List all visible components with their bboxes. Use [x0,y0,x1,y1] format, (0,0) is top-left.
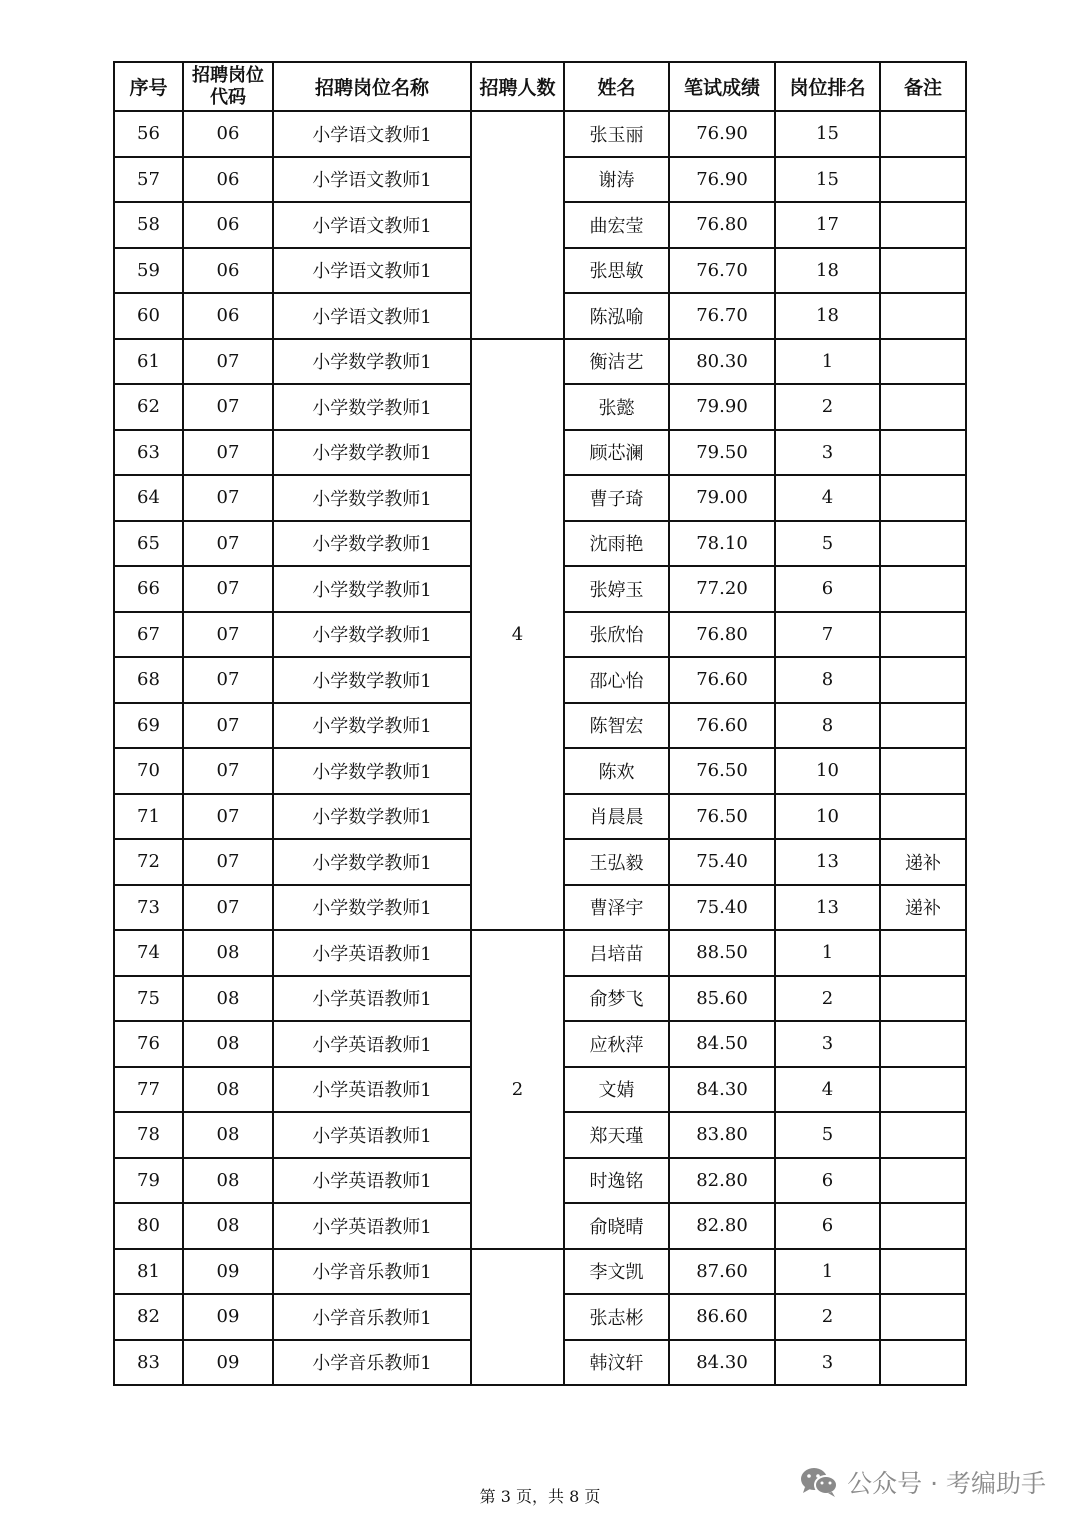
cell-name: 吕培苗 [564,930,669,976]
cell-post-code: 07 [183,566,273,612]
cell-score: 79.50 [669,430,775,476]
cell-rank: 5 [775,521,880,567]
cell-name: 曹泽宇 [564,885,669,931]
cell-name: 沈雨艳 [564,521,669,567]
cell-rank: 4 [775,1067,880,1113]
table-row [114,111,966,157]
cell-seq: 69 [114,703,183,749]
cell-post-name: 小学数学教师1 [273,657,471,703]
cell-seq: 72 [114,839,183,885]
cell-name: 陈泓喻 [564,293,669,339]
cell-seq: 73 [114,885,183,931]
cell-remark [880,930,966,976]
cell-post-name: 小学英语教师1 [273,930,471,976]
cell-seq: 77 [114,1067,183,1113]
cell-seq: 82 [114,1294,183,1340]
cell-remark [880,202,966,248]
cell-remark [880,475,966,521]
cell-post-code: 07 [183,794,273,840]
cell-score: 87.60 [669,1249,775,1295]
cell-post-name: 小学数学教师1 [273,430,471,476]
cell-seq: 61 [114,339,183,385]
cell-seq: 79 [114,1158,183,1204]
cell-rank: 6 [775,566,880,612]
cell-post-code: 08 [183,1112,273,1158]
cell-post-name: 小学数学教师1 [273,703,471,749]
cell-recruit-count: 4 [471,339,564,931]
cell-seq: 78 [114,1112,183,1158]
header-seq: 序号 [114,62,183,111]
cell-rank: 15 [775,157,880,203]
cell-post-code: 08 [183,1021,273,1067]
cell-score: 76.50 [669,748,775,794]
table-row [114,930,966,976]
cell-post-name: 小学数学教师1 [273,339,471,385]
cell-score: 76.70 [669,293,775,339]
cell-score: 84.30 [669,1067,775,1113]
cell-seq: 59 [114,248,183,294]
header-name: 姓名 [564,62,669,111]
cell-name: 陈智宏 [564,703,669,749]
cell-post-code: 09 [183,1340,273,1386]
cell-post-code: 07 [183,612,273,658]
cell-post-name: 小学数学教师1 [273,794,471,840]
cell-seq: 68 [114,657,183,703]
cell-post-code: 07 [183,475,273,521]
cell-remark [880,339,966,385]
cell-rank: 2 [775,1294,880,1340]
cell-remark [880,384,966,430]
cell-post-name: 小学英语教师1 [273,1021,471,1067]
cell-post-name: 小学语文教师1 [273,202,471,248]
cell-name: 谢涛 [564,157,669,203]
cell-recruit-count: 2 [471,930,564,1249]
cell-seq: 60 [114,293,183,339]
cell-name: 俞晓晴 [564,1203,669,1249]
cell-name: 曲宏莹 [564,202,669,248]
cell-post-code: 08 [183,1203,273,1249]
header-recruit-count: 招聘人数 [471,62,564,111]
cell-score: 82.80 [669,1158,775,1204]
cell-remark [880,657,966,703]
cell-score: 83.80 [669,1112,775,1158]
cell-score: 76.90 [669,111,775,157]
cell-name: 张懿 [564,384,669,430]
cell-name: 邵心怡 [564,657,669,703]
cell-post-name: 小学数学教师1 [273,612,471,658]
cell-post-name: 小学英语教师1 [273,1203,471,1249]
cell-post-code: 07 [183,657,273,703]
cell-rank: 10 [775,794,880,840]
cell-rank: 8 [775,657,880,703]
cell-seq: 74 [114,930,183,976]
cell-post-name: 小学音乐教师1 [273,1294,471,1340]
cell-post-code: 07 [183,748,273,794]
cell-remark [880,1249,966,1295]
cell-score: 86.60 [669,1294,775,1340]
header-score: 笔试成绩 [669,62,775,111]
cell-post-name: 小学语文教师1 [273,111,471,157]
cell-score: 84.50 [669,1021,775,1067]
cell-rank: 2 [775,384,880,430]
cell-seq: 63 [114,430,183,476]
header-post-name: 招聘岗位名称 [273,62,471,111]
cell-score: 76.80 [669,202,775,248]
cell-post-name: 小学音乐教师1 [273,1340,471,1386]
cell-remark [880,566,966,612]
cell-post-code: 07 [183,339,273,385]
cell-post-code: 08 [183,976,273,1022]
cell-remark [880,293,966,339]
cell-seq: 75 [114,976,183,1022]
page-footer: 第 3 页，共 8 页 [479,1487,601,1506]
cell-score: 76.60 [669,703,775,749]
cell-post-code: 07 [183,839,273,885]
cell-post-code: 06 [183,293,273,339]
cell-rank: 1 [775,930,880,976]
table-body [114,111,966,1385]
cell-name: 张婷玉 [564,566,669,612]
cell-rank: 13 [775,839,880,885]
watermark-text: 公众号 · 考编助手 [847,1469,1046,1498]
wechat-icon [799,1465,839,1499]
cell-post-code: 07 [183,384,273,430]
cell-seq: 57 [114,157,183,203]
cell-remark [880,1021,966,1067]
cell-remark [880,521,966,567]
cell-name: 时逸铭 [564,1158,669,1204]
cell-rank: 18 [775,248,880,294]
cell-post-name: 小学音乐教师1 [273,1249,471,1295]
table-header-row [114,62,966,111]
cell-post-name: 小学英语教师1 [273,1158,471,1204]
cell-rank: 8 [775,703,880,749]
cell-remark [880,1203,966,1249]
cell-seq: 83 [114,1340,183,1386]
cell-remark [880,430,966,476]
cell-remark: 递补 [880,885,966,931]
cell-post-name: 小学数学教师1 [273,748,471,794]
cell-post-code: 08 [183,1067,273,1113]
cell-post-code: 08 [183,1158,273,1204]
cell-rank: 13 [775,885,880,931]
cell-rank: 18 [775,293,880,339]
cell-score: 76.50 [669,794,775,840]
cell-name: 张玉丽 [564,111,669,157]
header-rank: 岗位排名 [775,62,880,111]
cell-post-code: 07 [183,430,273,476]
cell-post-name: 小学语文教师1 [273,293,471,339]
cell-rank: 3 [775,1021,880,1067]
cell-seq: 81 [114,1249,183,1295]
cell-score: 75.40 [669,839,775,885]
cell-post-name: 小学语文教师1 [273,157,471,203]
cell-rank: 3 [775,1340,880,1386]
cell-score: 75.40 [669,885,775,931]
cell-post-name: 小学数学教师1 [273,384,471,430]
cell-seq: 70 [114,748,183,794]
cell-name: 张欣怡 [564,612,669,658]
cell-score: 79.00 [669,475,775,521]
cell-seq: 67 [114,612,183,658]
cell-score: 80.30 [669,339,775,385]
cell-score: 76.70 [669,248,775,294]
cell-name: 张志彬 [564,1294,669,1340]
cell-score: 78.10 [669,521,775,567]
cell-rank: 1 [775,1249,880,1295]
cell-remark [880,1067,966,1113]
cell-post-name: 小学数学教师1 [273,839,471,885]
cell-name: 韩汶轩 [564,1340,669,1386]
watermark [799,1462,1046,1502]
cell-score: 76.90 [669,157,775,203]
cell-remark [880,612,966,658]
table-row [114,1249,966,1295]
cell-post-code: 09 [183,1294,273,1340]
results-table [113,61,967,1386]
cell-rank: 2 [775,976,880,1022]
cell-name: 曹子琦 [564,475,669,521]
cell-score: 79.90 [669,384,775,430]
cell-score: 84.30 [669,1340,775,1386]
cell-score: 82.80 [669,1203,775,1249]
cell-score: 77.20 [669,566,775,612]
table-row [114,339,966,385]
cell-name: 李文凯 [564,1249,669,1295]
cell-post-name: 小学英语教师1 [273,1067,471,1113]
cell-score: 76.60 [669,657,775,703]
cell-post-code: 08 [183,930,273,976]
cell-post-code: 07 [183,885,273,931]
cell-rank: 6 [775,1203,880,1249]
cell-seq: 80 [114,1203,183,1249]
cell-remark [880,248,966,294]
cell-name: 郑天瑾 [564,1112,669,1158]
cell-post-name: 小学数学教师1 [273,475,471,521]
cell-remark: 递补 [880,839,966,885]
cell-name: 顾芯澜 [564,430,669,476]
header-remark: 备注 [880,62,966,111]
cell-recruit-count [471,111,564,339]
cell-name: 衡洁艺 [564,339,669,385]
cell-rank: 5 [775,1112,880,1158]
cell-rank: 7 [775,612,880,658]
cell-post-name: 小学数学教师1 [273,566,471,612]
cell-remark [880,1158,966,1204]
cell-seq: 71 [114,794,183,840]
cell-seq: 58 [114,202,183,248]
cell-remark [880,748,966,794]
cell-post-name: 小学英语教师1 [273,1112,471,1158]
cell-name: 文婧 [564,1067,669,1113]
cell-recruit-count [471,1249,564,1386]
cell-rank: 17 [775,202,880,248]
cell-remark [880,1112,966,1158]
cell-rank: 4 [775,475,880,521]
cell-post-name: 小学数学教师1 [273,521,471,567]
cell-rank: 15 [775,111,880,157]
cell-seq: 66 [114,566,183,612]
cell-name: 陈欢 [564,748,669,794]
cell-score: 88.50 [669,930,775,976]
cell-remark [880,1340,966,1386]
cell-name: 肖晨晨 [564,794,669,840]
cell-post-name: 小学语文教师1 [273,248,471,294]
cell-remark [880,111,966,157]
cell-post-name: 小学英语教师1 [273,976,471,1022]
cell-seq: 65 [114,521,183,567]
cell-post-code: 07 [183,521,273,567]
cell-score: 85.60 [669,976,775,1022]
cell-score: 76.80 [669,612,775,658]
cell-post-name: 小学数学教师1 [273,885,471,931]
cell-seq: 56 [114,111,183,157]
cell-rank: 6 [775,1158,880,1204]
cell-remark [880,157,966,203]
header-post-code: 招聘岗位代码 [183,62,273,111]
cell-rank: 10 [775,748,880,794]
cell-post-code: 09 [183,1249,273,1295]
cell-post-code: 06 [183,248,273,294]
cell-post-code: 06 [183,111,273,157]
cell-name: 应秋萍 [564,1021,669,1067]
cell-post-code: 06 [183,202,273,248]
cell-rank: 1 [775,339,880,385]
cell-remark [880,703,966,749]
cell-name: 王弘毅 [564,839,669,885]
cell-post-code: 07 [183,703,273,749]
cell-seq: 76 [114,1021,183,1067]
cell-seq: 64 [114,475,183,521]
cell-name: 俞梦飞 [564,976,669,1022]
cell-remark [880,976,966,1022]
cell-remark [880,794,966,840]
cell-rank: 3 [775,430,880,476]
cell-remark [880,1294,966,1340]
cell-name: 张思敏 [564,248,669,294]
cell-post-code: 06 [183,157,273,203]
cell-seq: 62 [114,384,183,430]
